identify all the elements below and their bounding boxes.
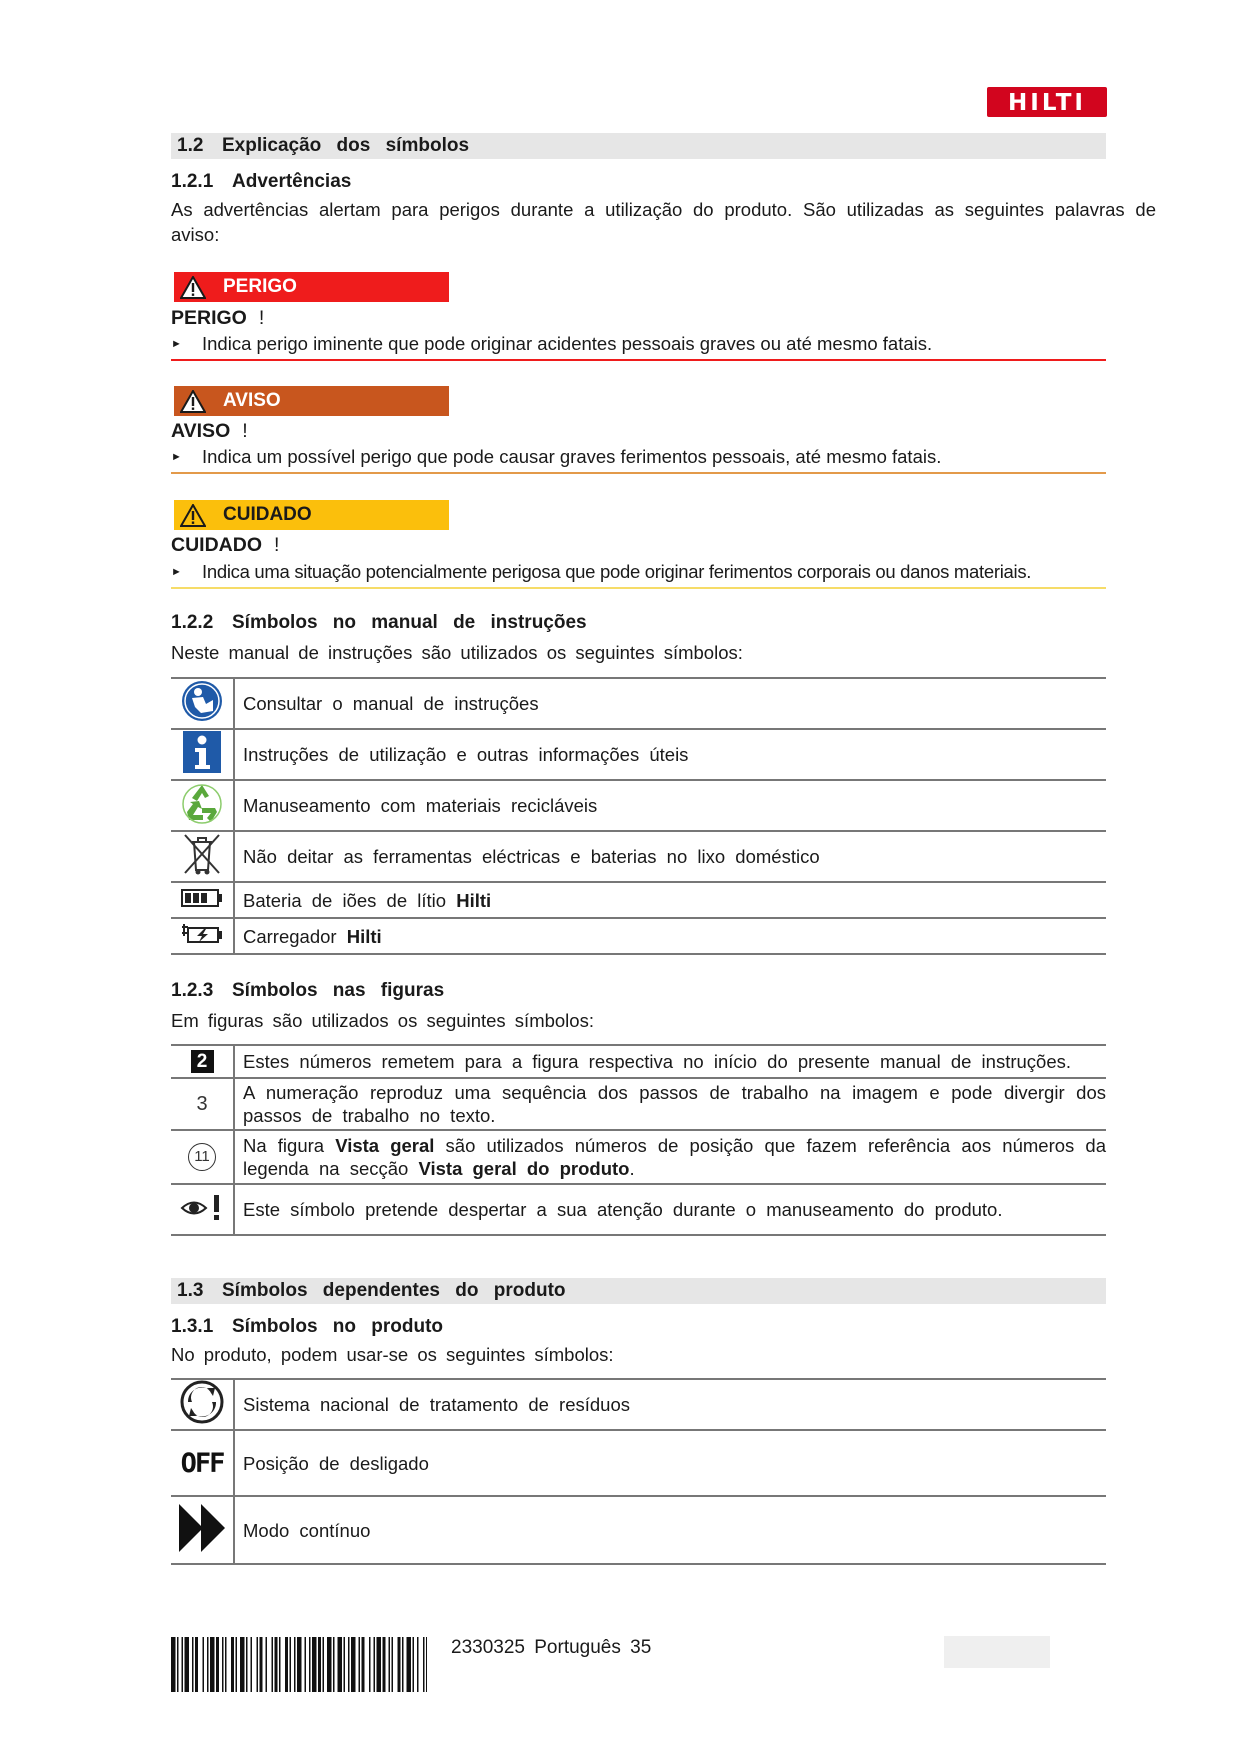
manual-symbols-intro: Neste manual de instruções são utilizados os seguintes símbolos:	[171, 642, 743, 663]
barcode-bar	[348, 1637, 350, 1692]
barcode-bar	[294, 1637, 296, 1692]
table-row: Carregador Hilti	[171, 918, 1106, 954]
barcode-bar	[182, 1637, 184, 1692]
barcode-bar	[266, 1637, 268, 1692]
barcode-bar	[207, 1637, 209, 1692]
barcode-bar	[377, 1637, 382, 1692]
barcode-bar	[407, 1637, 412, 1692]
warning-triangle-icon	[180, 276, 206, 309]
barcode-bar	[195, 1637, 198, 1692]
barcode-bar	[359, 1637, 361, 1692]
info-icon	[171, 729, 234, 780]
table-row: Instruções de utilização e outras informações úteis	[171, 729, 1106, 780]
barcode-bar	[312, 1637, 317, 1692]
barcode-bar	[318, 1637, 321, 1692]
danger-word: PERIGO !	[171, 307, 265, 329]
figure-symbols-table	[171, 1044, 1106, 1236]
footer-gray-box	[944, 1636, 1050, 1668]
barcode-bar	[231, 1637, 234, 1692]
barcode-bar	[236, 1637, 238, 1692]
barcode-bar	[327, 1637, 332, 1692]
barcode-bar	[260, 1637, 263, 1692]
barcode-bar	[203, 1637, 205, 1692]
caution-rule	[171, 587, 1106, 589]
barcode-bar	[426, 1637, 427, 1692]
warnings-intro: As advertências alertam para perigos durante a utilização do produto. São utilizadas as seguintes palavras de aviso:	[171, 199, 1156, 245]
hilti-logo: HILTI	[987, 87, 1107, 117]
barcode-bar	[257, 1637, 259, 1692]
section-heading-1-2	[171, 133, 1106, 159]
read-manual-icon	[171, 678, 234, 729]
table-row: OFF Posição de desligado	[171, 1430, 1106, 1496]
manual-symbols-table	[171, 677, 1106, 955]
off-icon: OFF	[171, 1430, 234, 1496]
battery-icon	[171, 882, 234, 918]
barcode-bar	[285, 1637, 288, 1692]
section-heading-1-3: 1.3 Símbolos dependentes do produto	[171, 1278, 1106, 1304]
caution-badge: CUIDADO	[174, 500, 449, 530]
bullet-arrow-icon: ►	[171, 451, 182, 463]
danger-badge: PERIGO	[174, 272, 449, 302]
figure-symbols-intro: Em figuras são utilizados os seguintes símbolos:	[171, 1010, 594, 1031]
table-row: Manuseamento com materiais recicláveis	[171, 780, 1106, 831]
barcode-bar	[192, 1637, 194, 1692]
recycle-icon	[171, 780, 234, 831]
barcode-bar	[344, 1637, 346, 1692]
barcode-bar	[222, 1637, 224, 1692]
warning-badge: AVISO	[174, 386, 449, 416]
barcode-bar	[216, 1637, 219, 1692]
barcode-bar	[251, 1637, 253, 1692]
charger-icon	[171, 918, 234, 954]
barcode-bar	[402, 1637, 404, 1692]
barcode-bar	[290, 1637, 292, 1692]
bullet-arrow-icon: ►	[171, 338, 182, 350]
table-row: Modo contínuo	[171, 1496, 1106, 1564]
barcode-bar	[417, 1637, 419, 1692]
warning-rule	[171, 472, 1106, 474]
barcode-bar	[351, 1637, 356, 1692]
table-row: 11 Na figura Vista geral são utilizados números de posição que fazem referência aos números da legenda na secção Vista geral do produto.	[171, 1130, 1106, 1184]
section-number: 1.2	[177, 135, 204, 156]
barcode-bar	[413, 1637, 415, 1692]
barcode-bar	[246, 1637, 248, 1692]
section-title: Explicação dos símbolos	[222, 135, 470, 156]
barcode-bar	[297, 1637, 302, 1692]
green-dot-icon	[171, 1379, 234, 1430]
barcode-bar	[240, 1637, 245, 1692]
barcode-bar	[185, 1637, 190, 1692]
barcode-bar	[177, 1637, 179, 1692]
table-row: Consultar o manual de instruções	[171, 678, 1106, 729]
attention-eye-icon	[171, 1184, 234, 1235]
bullet-arrow-icon: ►	[171, 566, 182, 578]
barcode-bar	[171, 1637, 176, 1692]
barcode-bar	[398, 1637, 401, 1692]
barcode-bar	[392, 1637, 394, 1692]
position-number-icon: 11	[171, 1130, 234, 1184]
page-footer: 2330325 Português 35	[451, 1637, 652, 1658]
continuous-mode-icon	[171, 1496, 234, 1564]
barcode-bar	[362, 1637, 365, 1692]
step-number-icon: 3	[171, 1078, 234, 1130]
table-row: Bateria de iões de lítio Hilti	[171, 882, 1106, 918]
barcode-bar	[309, 1637, 311, 1692]
caution-word: CUIDADO !	[171, 534, 280, 556]
table-row: Não deitar as ferramentas eléctricas e baterias no lixo doméstico	[171, 831, 1106, 882]
barcode-bar	[225, 1637, 227, 1692]
crossed-bin-icon	[171, 831, 234, 882]
table-row: 2 Estes números remetem para a figura respectiva no início do presente manual de instruções.	[171, 1045, 1106, 1078]
barcode-bar	[323, 1637, 325, 1692]
barcode-bar	[423, 1637, 425, 1692]
danger-rule	[171, 359, 1106, 361]
product-symbols-table	[171, 1378, 1106, 1565]
barcode-bar	[272, 1637, 274, 1692]
table-row: Sistema nacional de tratamento de resíduos	[171, 1379, 1106, 1430]
table-row: 3 A numeração reproduz uma sequência dos passos de trabalho na imagem e pode divergir dos passos de trabalho no texto.	[171, 1078, 1106, 1130]
barcode	[171, 1637, 427, 1692]
barcode-bar	[210, 1637, 215, 1692]
warning-triangle-icon	[180, 504, 206, 537]
barcode-bar	[374, 1637, 376, 1692]
barcode-bar	[383, 1637, 386, 1692]
table-row: Este símbolo pretende despertar a sua atenção durante o manuseamento do produto.	[171, 1184, 1106, 1235]
figure-number-icon: 2	[171, 1045, 234, 1078]
barcode-bar	[338, 1637, 343, 1692]
barcode-bar	[275, 1637, 278, 1692]
warning-triangle-icon	[180, 390, 206, 423]
warning-word: AVISO !	[171, 420, 248, 442]
barcode-bar	[279, 1637, 281, 1692]
barcode-bar	[369, 1637, 371, 1692]
product-symbols-intro: No produto, podem usar-se os seguintes símbolos:	[171, 1344, 614, 1365]
barcode-bar	[305, 1637, 307, 1692]
barcode-bar	[333, 1637, 335, 1692]
barcode-bar	[389, 1637, 391, 1692]
